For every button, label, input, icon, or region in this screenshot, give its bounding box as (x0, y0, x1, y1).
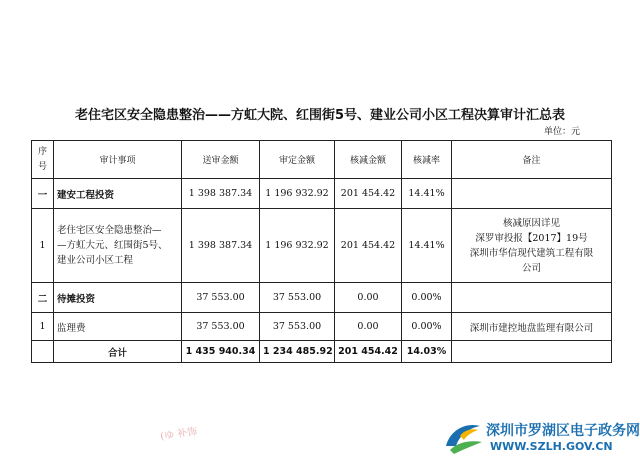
row-item-line: 老住宅区安全隐患整治— (57, 225, 162, 236)
row-approved: 1 196 932.92 (260, 209, 335, 283)
watermark-title: 深圳市罗湖区电子政务网 (486, 423, 640, 439)
row-remark (452, 179, 612, 209)
watermark-url: WWW.SZLH.GOV.CN (490, 440, 613, 453)
row-item: 监理费 (54, 313, 182, 341)
row-item (54, 209, 182, 283)
row-submitted: 1 435 940.34 (182, 341, 260, 363)
row-approved: 1 196 932.92 (260, 179, 335, 209)
table-row (32, 283, 612, 313)
table-header-row (32, 141, 612, 179)
row-approved: 37 553.00 (260, 283, 335, 313)
row-remark-line: 深圳市华信现代建筑工程有限 (469, 247, 594, 259)
header-rate: 核减率 (402, 141, 452, 179)
swirl-logo-icon (440, 416, 484, 456)
header-approved: 审定金额 (260, 141, 335, 179)
row-remark (452, 341, 612, 363)
audit-summary-table (31, 140, 612, 363)
row-item: 建安工程投资 (54, 179, 182, 209)
table-row (32, 179, 612, 209)
row-remark (452, 209, 612, 283)
table-total-row (32, 341, 612, 363)
row-reduction: 201 454.42 (335, 341, 402, 363)
row-item: 待摊投资 (54, 283, 182, 313)
row-remark (452, 283, 612, 313)
row-seq: 1 (32, 209, 54, 283)
row-submitted: 1 398 387.34 (182, 209, 260, 283)
header-seq (32, 141, 54, 179)
row-rate: 0.00% (402, 313, 452, 341)
document-title: 老住宅区安全隐患整治——方虹大院、红围街5号、建业公司小区工程决算审计汇总表 (74, 108, 566, 123)
row-remark-line: 深罗审投报【2017】19号 (475, 232, 588, 244)
header-submitted: 送审金额 (182, 141, 260, 179)
row-reduction: 201 454.42 (335, 179, 402, 209)
row-seq (32, 341, 54, 363)
header-remark: 备注 (452, 141, 612, 179)
row-rate: 0.00% (402, 283, 452, 313)
row-reduction: 201 454.42 (335, 209, 402, 283)
row-rate: 14.41% (402, 179, 452, 209)
row-rate: 14.03% (402, 341, 452, 363)
header-seq-line1: 序 (37, 146, 47, 157)
row-item-line: —方虹大元、红围街5号、 (57, 240, 168, 251)
row-approved: 1 234 485.92 (260, 341, 335, 363)
row-submitted: 1 398 387.34 (182, 179, 260, 209)
total-label: 合计 (54, 341, 182, 363)
row-approved: 37 553.00 (260, 313, 335, 341)
row-item-line: 建业公司小区工程 (57, 255, 134, 266)
faint-stamp: (ゆ 补饰 (159, 426, 198, 443)
row-rate: 14.41% (402, 209, 452, 283)
row-remark-line: 核减原因详见 (502, 217, 560, 229)
row-submitted: 37 553.00 (182, 313, 260, 341)
header-seq-line2: 号 (37, 161, 47, 172)
header-reduction: 核减金额 (335, 141, 402, 179)
table-row (32, 209, 612, 283)
row-seq: 一 (32, 179, 54, 209)
row-reduction: 0.00 (335, 313, 402, 341)
row-submitted: 37 553.00 (182, 283, 260, 313)
row-seq: 1 (32, 313, 54, 341)
row-seq: 二 (32, 283, 54, 313)
unit-label: 单位：元 (543, 127, 580, 137)
row-reduction: 0.00 (335, 283, 402, 313)
table-row (32, 313, 612, 341)
row-remark: 深圳市建控地盘监理有限公司 (452, 313, 612, 341)
site-watermark (436, 410, 640, 461)
row-remark-line: 公司 (521, 262, 541, 274)
header-item: 审计事项 (54, 141, 182, 179)
